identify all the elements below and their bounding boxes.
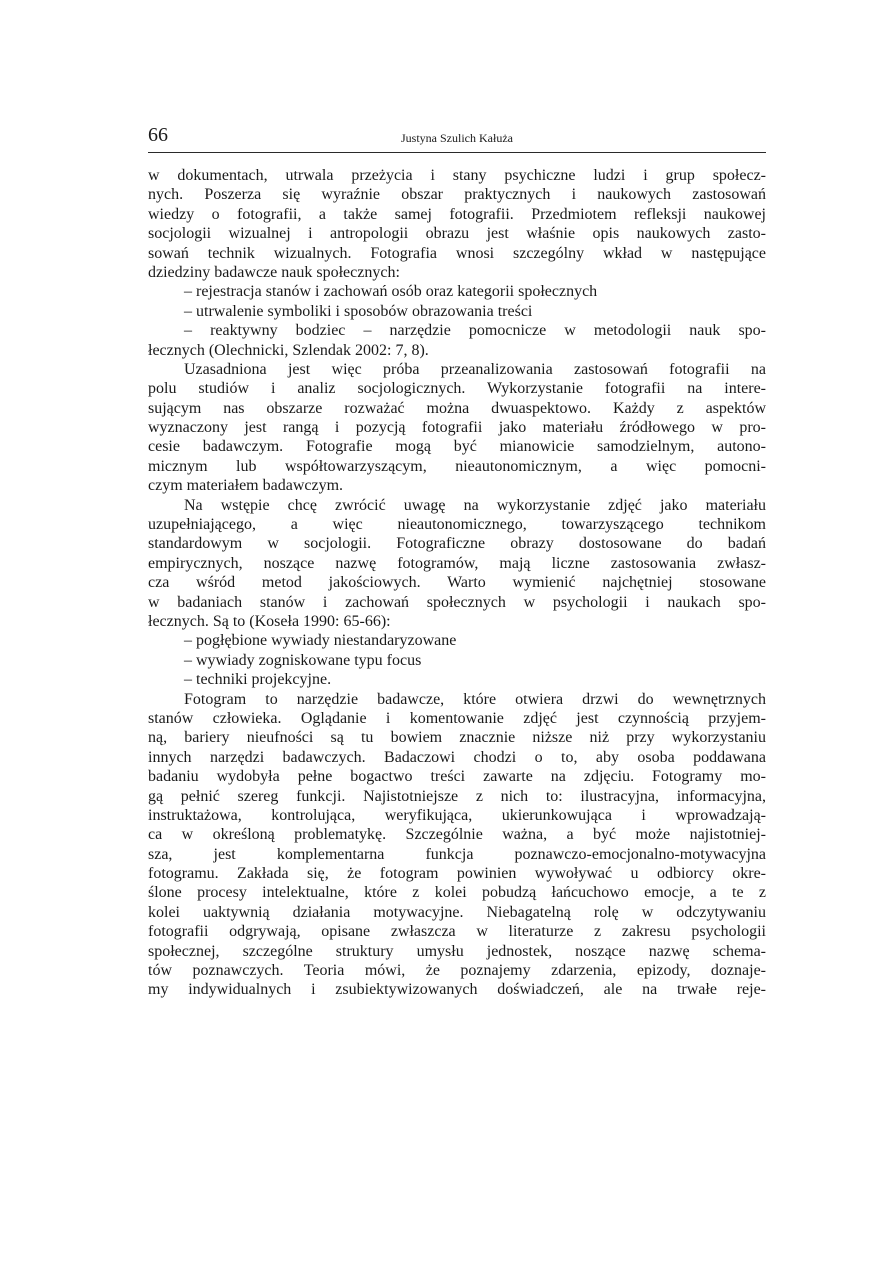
- text-line: my indywidualnych i zsubiektywizowanych doświadczeń, ale na trwałe reje-: [148, 981, 766, 999]
- running-head: Justyna Szulich Kałuża: [401, 131, 513, 145]
- text-line: wiedzy o fotografii, a także samej fotografii. Przedmiotem refleksji naukowej: [148, 205, 766, 223]
- text-line: Fotogram to narzędzie badawcze, które otwiera drzwi do wewnętrznych: [184, 690, 766, 708]
- text-line: – reaktywny bodziec – narzędzie pomocnicze w metodologii nauk spo-: [184, 322, 766, 340]
- text-line: sowań technik wizualnych. Fotografia wnosi szczególny wkład w następujące: [148, 244, 766, 262]
- text-line: ślone procesy intelektualne, które z kolei pobudzą łańcuchowo emocje, a te z: [148, 884, 766, 902]
- page-header: [148, 122, 766, 153]
- text-line: polu studiów i analiz socjologicznych. Wykorzystanie fotografii na intere-: [148, 380, 766, 398]
- text-line: empirycznych, noszące nazwę fotogramów, mają liczne zastosowania zwłasz-: [148, 554, 766, 572]
- text-line: fotogramu. Zakłada się, że fotogram powinien wywoływać u odbiorcy okre-: [148, 865, 766, 883]
- text-line: cesie badawczym. Fotografie mogą być mianowicie samodzielnym, autono-: [148, 438, 766, 456]
- text-line: w dokumentach, utrwala przeżycia i stany psychiczne ludzi i grup społecz-: [148, 167, 766, 184]
- text-line: standardowym w socjologii. Fotograficzne obrazy dostosowane do badań: [148, 535, 766, 553]
- text-line: – rejestracja stanów i zachowań osób oraz kategorii społecznych: [184, 283, 598, 301]
- text-line: łecznych. Są to (Koseła 1990: 65-66):: [148, 612, 391, 630]
- text-line: w badaniach stanów i zachowań społecznych w psychologii i naukach spo-: [148, 593, 766, 611]
- text-line: gą pełnić szereg funkcji. Najistotniejsze z nich to: ilustracyjna, informacyjna,: [148, 787, 766, 805]
- text-line: ca w określoną problematykę. Szczególnie ważna, a być może najistotniej-: [148, 826, 766, 844]
- text-line: łecznych (Olechnicki, Szlendak 2002: 7, 8).: [148, 341, 429, 359]
- text-line: – wywiady zogniskowane typu focus: [184, 651, 422, 669]
- text-line: stanów człowieka. Oglądanie i komentowanie zdjęć jest czynnością przyjem-: [148, 709, 766, 727]
- text-line: uzupełniającego, a więc nieautonomicznego, towarzyszącego technikom: [148, 516, 766, 534]
- text-line: sującym nas obszarze rozważać można dwuaspektowo. Każdy z aspektów: [148, 399, 766, 417]
- text-line: tów poznawczych. Teoria mówi, że poznajemy zdarzenia, epizody, doznaje-: [148, 962, 766, 980]
- text-line: – techniki projekcyjne.: [184, 671, 332, 689]
- text-line: badaniu wydobyła pełne bogactwo treści zawarte na zdjęciu. Fotogramy mo-: [148, 768, 766, 786]
- text-line: kolei uaktywnią działania motywacyjne. Niebagatelną rolę w odczytywaniu: [148, 903, 766, 921]
- text-line: Uzasadniona jest więc próba przeanalizowania zastosowań fotografii na: [184, 360, 766, 378]
- text-line: dziedziny badawcze nauk społecznych:: [148, 263, 400, 281]
- text-line: nych. Poszerza się wyraźnie obszar praktycznych i naukowych zastosowań: [148, 186, 766, 204]
- body-text: [148, 166, 766, 1000]
- text-line: instruktażowa, kontrolująca, weryfikująca, ukierunkowująca i wprowadzają-: [148, 806, 766, 824]
- text-line: innych narzędzi badawczych. Badaczowi chodzi o to, aby osoba poddawana: [148, 748, 766, 766]
- text-line: fotografii odgrywają, opisane zwłaszcza w literaturze z zakresu psychologii: [148, 923, 766, 941]
- text-line: ną, bariery nieufności są tu bowiem znacznie niższe niż przy wykorzystaniu: [148, 729, 766, 747]
- text-line: – pogłębione wywiady niestandaryzowane: [184, 632, 457, 650]
- text-line: sza, jest komplementarna funkcja poznawczo-emocjonalno-motywacyjna: [148, 845, 766, 863]
- text-line: społecznej, szczególne struktury umysłu jednostek, noszące nazwę schema-: [148, 942, 766, 960]
- text-line: czym materiałem badawczym.: [148, 477, 344, 495]
- text-line: – utrwalenie symboliki i sposobów obrazowania treści: [184, 302, 533, 320]
- text-line: Na wstępie chcę zwrócić uwagę na wykorzystanie zdjęć jako materiału: [184, 496, 766, 514]
- text-line: wyznaczony jest rangą i pozycją fotografii jako materiału źródłowego w pro-: [148, 419, 766, 437]
- text-line: cza wśród metod jakościowych. Warto wymienić najchętniej stosowane: [148, 574, 766, 592]
- page-number: 66: [148, 124, 168, 146]
- text-line: micznym lub współtowarzyszącym, nieautonomicznym, a więc pomocni-: [148, 457, 766, 475]
- text-line: socjologii wizualnej i antropologii obrazu jest właśnie opis naukowych zasto-: [148, 225, 766, 243]
